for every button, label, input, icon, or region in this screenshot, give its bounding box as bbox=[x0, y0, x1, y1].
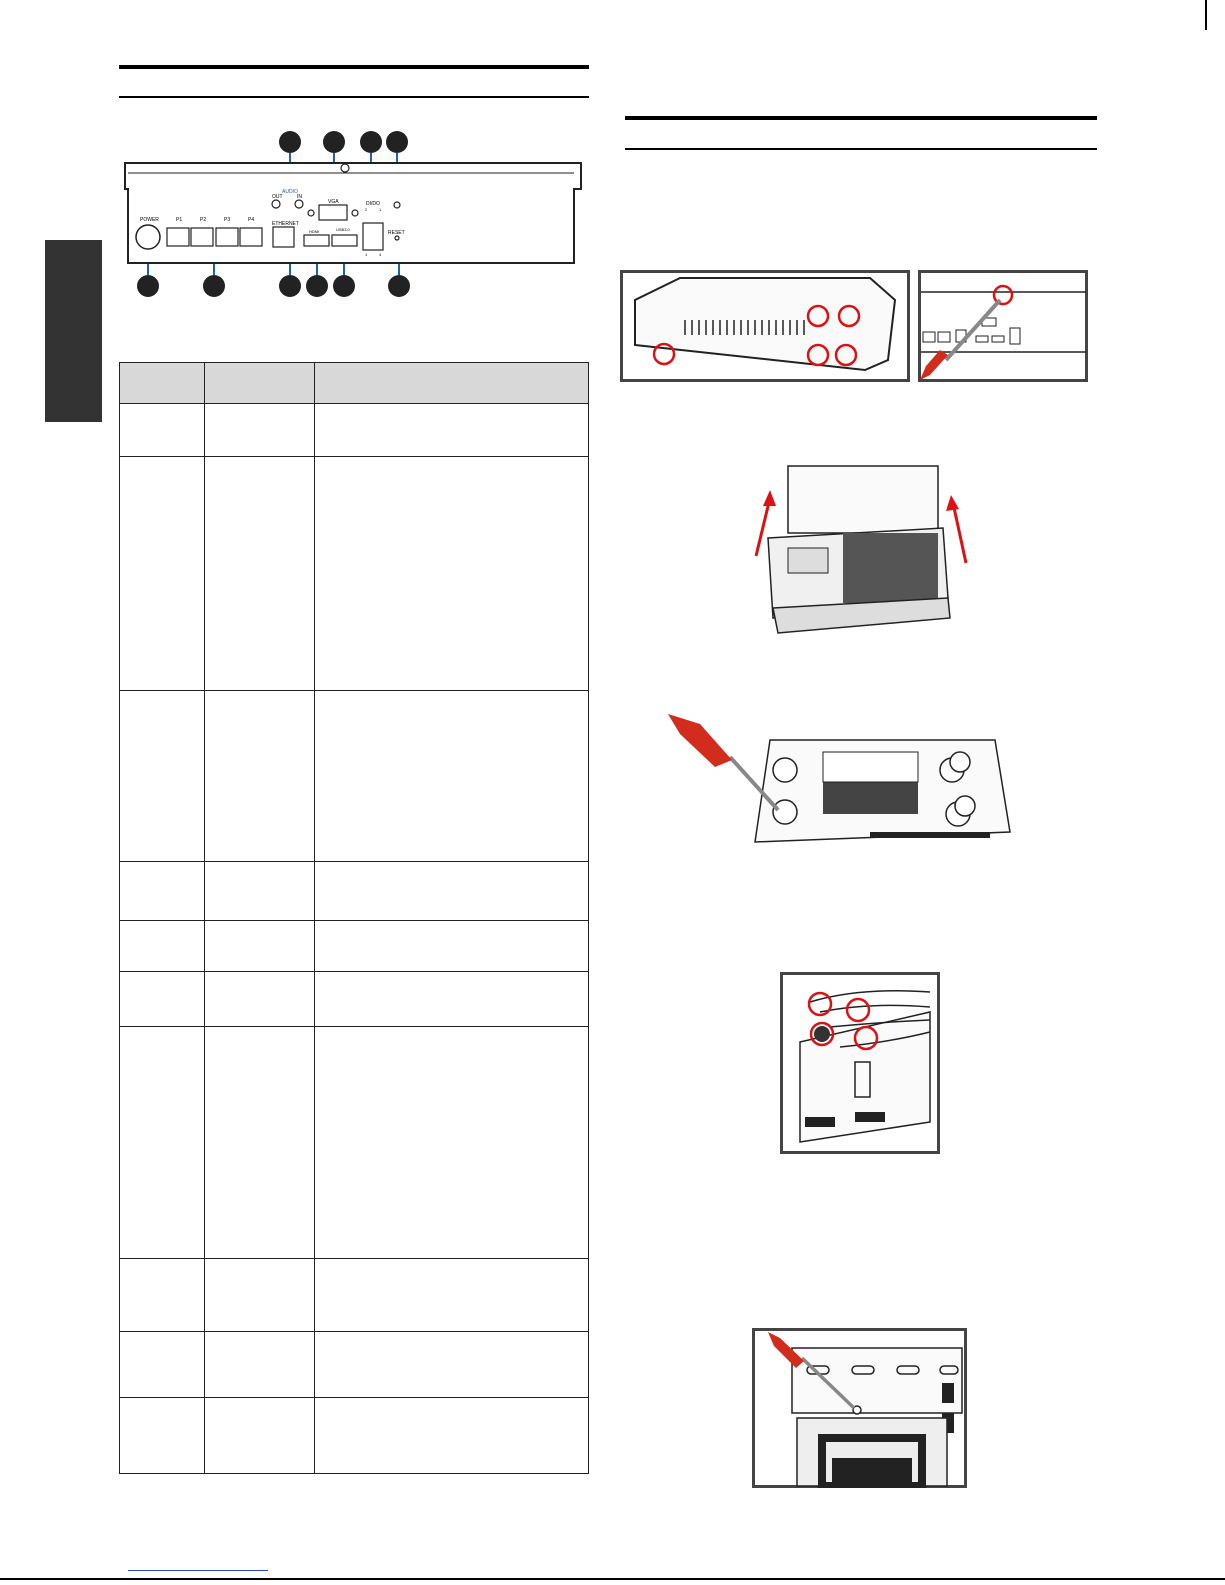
right-header-rule-bottom bbox=[625, 148, 1097, 150]
table-row bbox=[120, 1027, 589, 1259]
table-row bbox=[120, 972, 589, 1027]
ethernet-label: ETHERNET bbox=[272, 221, 299, 227]
left-header-rule-top bbox=[119, 65, 589, 69]
step2-lift-cover-image bbox=[748, 458, 978, 638]
left-header-rule-bottom bbox=[119, 96, 589, 98]
audio-label: AUDIO bbox=[282, 189, 298, 195]
vga-label: VGA bbox=[328, 199, 339, 205]
table-row bbox=[120, 457, 589, 691]
port-description-table bbox=[119, 362, 589, 1474]
step1-rear-screw-image bbox=[918, 270, 1088, 382]
dido-pin-bottom-right: 4 bbox=[379, 252, 382, 257]
footer-link-underline bbox=[128, 1570, 268, 1571]
table-header-cell bbox=[205, 363, 315, 404]
port-p1-label: P1 bbox=[176, 217, 183, 223]
table-header-cell bbox=[120, 363, 205, 404]
dido-pin-top-left: 2 bbox=[365, 207, 368, 212]
step5-bracket-screw-image bbox=[752, 1328, 967, 1488]
step1-side-screws-image bbox=[620, 270, 910, 382]
table-header-cell bbox=[315, 363, 589, 404]
dido-pin-bottom-left: 1 bbox=[365, 252, 368, 257]
power-label: POWER bbox=[140, 217, 159, 223]
rear-panel-diagram bbox=[118, 125, 593, 305]
dido-pin-top-right: 1 bbox=[379, 207, 382, 212]
step3-bracket-screw-image bbox=[660, 712, 1020, 852]
table-row bbox=[120, 862, 589, 921]
table-row bbox=[120, 1398, 589, 1474]
audio-out-label: OUT bbox=[272, 194, 283, 200]
hdmi-label: HDMI bbox=[309, 229, 320, 234]
table-row bbox=[120, 921, 589, 972]
step4-hdd-cables-image bbox=[780, 972, 940, 1154]
table-row bbox=[120, 1259, 589, 1332]
right-header-rule-top bbox=[625, 116, 1097, 120]
reset-label: RESET bbox=[388, 230, 405, 236]
table-row bbox=[120, 691, 589, 862]
table-header-row bbox=[120, 363, 589, 404]
port-p4-label: P4 bbox=[248, 217, 255, 223]
audio-in-label: IN bbox=[297, 194, 302, 200]
port-p2-label: P2 bbox=[200, 217, 207, 223]
dido-label: DI/DO bbox=[366, 201, 380, 207]
table-row bbox=[120, 404, 589, 457]
usb-label: USB3.0 bbox=[336, 227, 350, 232]
footer-rule bbox=[0, 1578, 1225, 1580]
port-p3-label: P3 bbox=[224, 217, 231, 223]
table-row bbox=[120, 1332, 589, 1398]
page-edge-line bbox=[1205, 0, 1207, 30]
chapter-side-tab bbox=[45, 240, 102, 422]
